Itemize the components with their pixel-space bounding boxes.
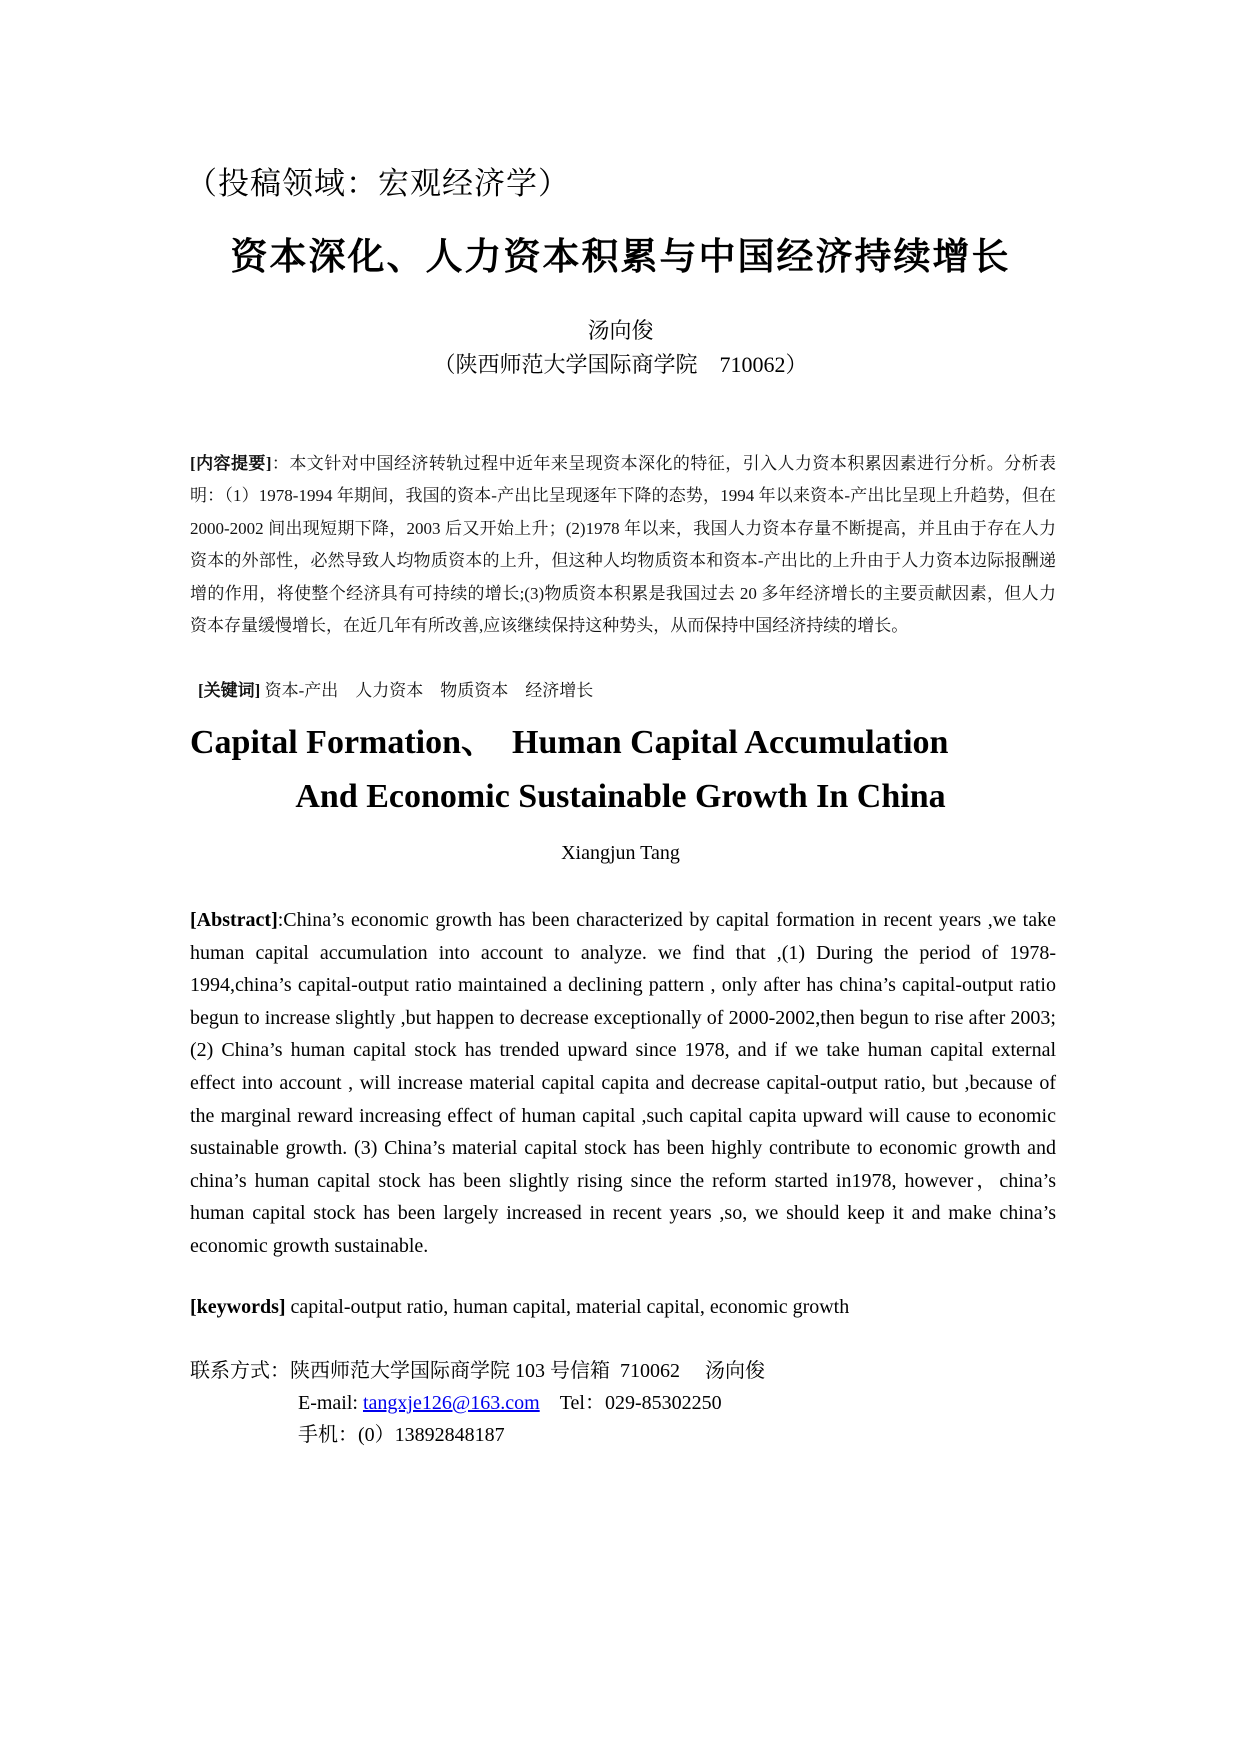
contact-email-row <box>190 1387 765 1419</box>
contact-tel: Tel：029-85302250 <box>539 1392 722 1414</box>
affiliation-chinese: （陕西师范大学国际商学院 710062） <box>433 352 808 377</box>
author-english: Xiangjun Tang <box>561 842 680 864</box>
title-english-line2: And Economic Sustainable Growth In China <box>295 778 946 815</box>
contact-mobile: 手机：(0）13892848187 <box>298 1424 505 1446</box>
keywords-chinese-label: [关键词] <box>198 681 261 700</box>
keywords-english-text: capital-output ratio, human capital, material capital, economic growth <box>285 1296 850 1318</box>
abstract-english-label: [Abstract] <box>190 909 278 931</box>
email-label: E-mail: <box>298 1392 363 1414</box>
keywords-english-label: [keywords] <box>190 1296 286 1318</box>
contact-address: 联系方式：陕西师范大学国际商学院 103 号信箱 710062 汤向俊 <box>190 1360 765 1382</box>
submission-field: （投稿领域：宏观经济学） <box>186 166 570 201</box>
keywords-english <box>190 1296 849 1319</box>
contact-info <box>190 1355 765 1451</box>
title-chinese: 资本深化、人力资本积累与中国经济持续增长 <box>230 235 1011 278</box>
abstract-english <box>190 904 1056 1263</box>
keywords-chinese <box>198 676 593 701</box>
abstract-chinese <box>190 448 1056 642</box>
author-chinese: 汤向俊 <box>587 318 654 343</box>
keywords-chinese-text: 资本-产出 人力资本 物质资本 经济增长 <box>260 681 594 700</box>
abstract-chinese-label: [内容提要] <box>190 454 272 473</box>
abstract-english-text: :China’s economic growth has been characterized by capital formation in recent years ,we take human capital accumulation into account to analyze. we find that ,(1) During the period of 1978-1994,china’s capital-output ratio maintained a declining pattern , only after has china’s capital-output ratio begun to increase slightly ,but happen to decrease exceptionally of 2000-2002,then begun to rise after 2003; (2) China’s human capital stock has trended upward since 1978, and if we take human capital external effect into account , will increase material capital capita and decrease capital-output ratio, but ,because of the marginal reward increasing effect of human capital ,such capital capita upward will cause to economic sustainable growth. (3) China’s material capital stock has been highly contribute to economic growth and china’s human capital stock has been slightly rising since the reform started in1978, however，china’s human capital stock has been largely increased in recent years ,so, we should keep it and make china’s economic growth sustainable. <box>190 909 1056 1257</box>
abstract-chinese-text: ：本文针对中国经济转轨过程中近年来呈现资本深化的特征，引入人力资本积累因素进行分析。分析表明：（1）1978-1994 年期间，我国的资本-产出比呈现逐年下降的态势，1994 年以来资本-产出比呈现上升趋势，但在 2000-2002 间出现短期下降，2003 后又开始上升；(2)1978 年以来，我国人力资本存量不断提高，并且由于存在人力资本的外部性，必然导致人均物质资本的上升，但这种人均物质资本和资本-产出比的上升由于人力资本边际报酬递增的作用，将使整个经济具有可持续的增长;(3)物质资本积累是我国过去 20 多年经济增长的主要贡献因素，但人力资本存量缓慢增长，在近几年有所改善,应该继续保持这种势头，从而保持中国经济持续的增长。 <box>190 454 1057 636</box>
email-link[interactable]: tangxje126@163.com <box>362 1392 540 1414</box>
title-english-line1: Capital Formation、 Human Capital Accumulation <box>190 724 949 761</box>
